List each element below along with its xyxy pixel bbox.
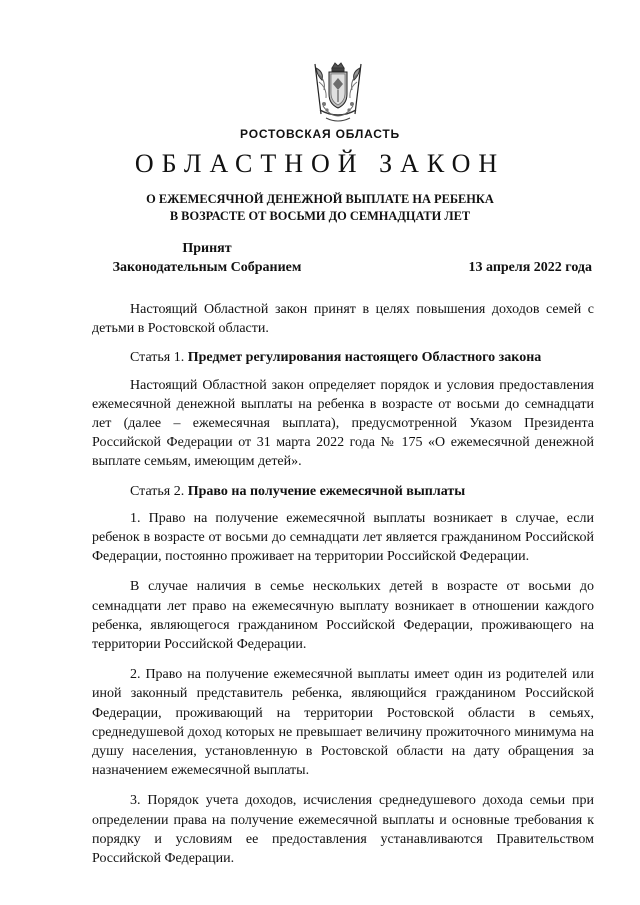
- adoption-date: 13 апреля 2022 года: [468, 260, 592, 275]
- article-paragraph: В случае наличия в семье нескольких детей в возрасте от восьми до семнадцати лет право на ежемесячную выплату возникает в отношении каждого ребенка, являющегося гражданином Российской Федерации, проживающего на территории Российской Федерации.: [92, 579, 594, 653]
- article-heading: [92, 482, 594, 501]
- adoption-label: Принят: [182, 241, 232, 256]
- article-heading: [92, 348, 594, 367]
- article-paragraph: 1. Право на получение ежемесячной выплаты возникает в случае, если ребенок в возрасте от восьми до семнадцати лет является гражданином Российской Федерации, постоянно проживает на территории Российской Федерации.: [92, 510, 594, 565]
- preamble: Настоящий Областной закон принят в целях повышения доходов семей с детьми в Ростовской области.: [92, 302, 594, 337]
- adopting-body: Законодательным Собранием: [112, 260, 302, 275]
- article-paragraph: 2. Право на получение ежемесячной выплаты имеет один из родителей или иной законный представитель ребенка, являющийся гражданином Российской Федерации, проживающий на территории Ростовской области в семьях, среднедушевой доход которых не превышает величину прожиточного минимума на душу населения, установленную в Ростовской области на дату обращения за назначением ежемесячной выплаты.: [92, 667, 594, 779]
- law-subject-line-2: В ВОЗРАСТЕ ОТ ВОСЬМИ ДО СЕМНАДЦАТИ ЛЕТ: [169, 209, 471, 223]
- article-paragraph: 3. Порядок учета доходов, исчисления среднедушевого дохода семьи при определении права на получение ежемесячной выплаты и основные требования к порядку и условиям ее предоставления устанавливаются Правительством Российской Федерации.: [92, 793, 594, 867]
- law-subject: [0, 191, 640, 225]
- article-title: Предмет регулирования настоящего Областного закона: [187, 350, 542, 366]
- article-number: Статья 1.: [130, 350, 185, 366]
- article-paragraph: Настоящий Областной закон определяет порядок и условия предоставления ежемесячной денежной выплаты на ребенка в возрасте от восьми до семнадцати лет (далее – ежемесячная выплата), предусмотренной Указом Президента Российской Федерации от 31 марта 2022 года № 175 «О ежемесячной денежной выплате семьям, имеющим детей».: [92, 377, 594, 470]
- document-type-title: ОБЛАСТНОЙ ЗАКОН: [134, 149, 506, 178]
- region-name: РОСТОВСКАЯ ОБЛАСТЬ: [240, 127, 400, 141]
- law-subject-line-1: О ЕЖЕМЕСЯЧНОЙ ДЕНЕЖНОЙ ВЫПЛАТЕ НА РЕБЕНКА: [146, 192, 494, 206]
- adoption-block: [92, 239, 322, 277]
- coat-of-arms-icon: [302, 60, 374, 126]
- article-number: Статья 2.: [130, 483, 185, 499]
- law-body: [92, 300, 594, 868]
- article-title: Право на получение ежемесячной выплаты: [187, 483, 466, 499]
